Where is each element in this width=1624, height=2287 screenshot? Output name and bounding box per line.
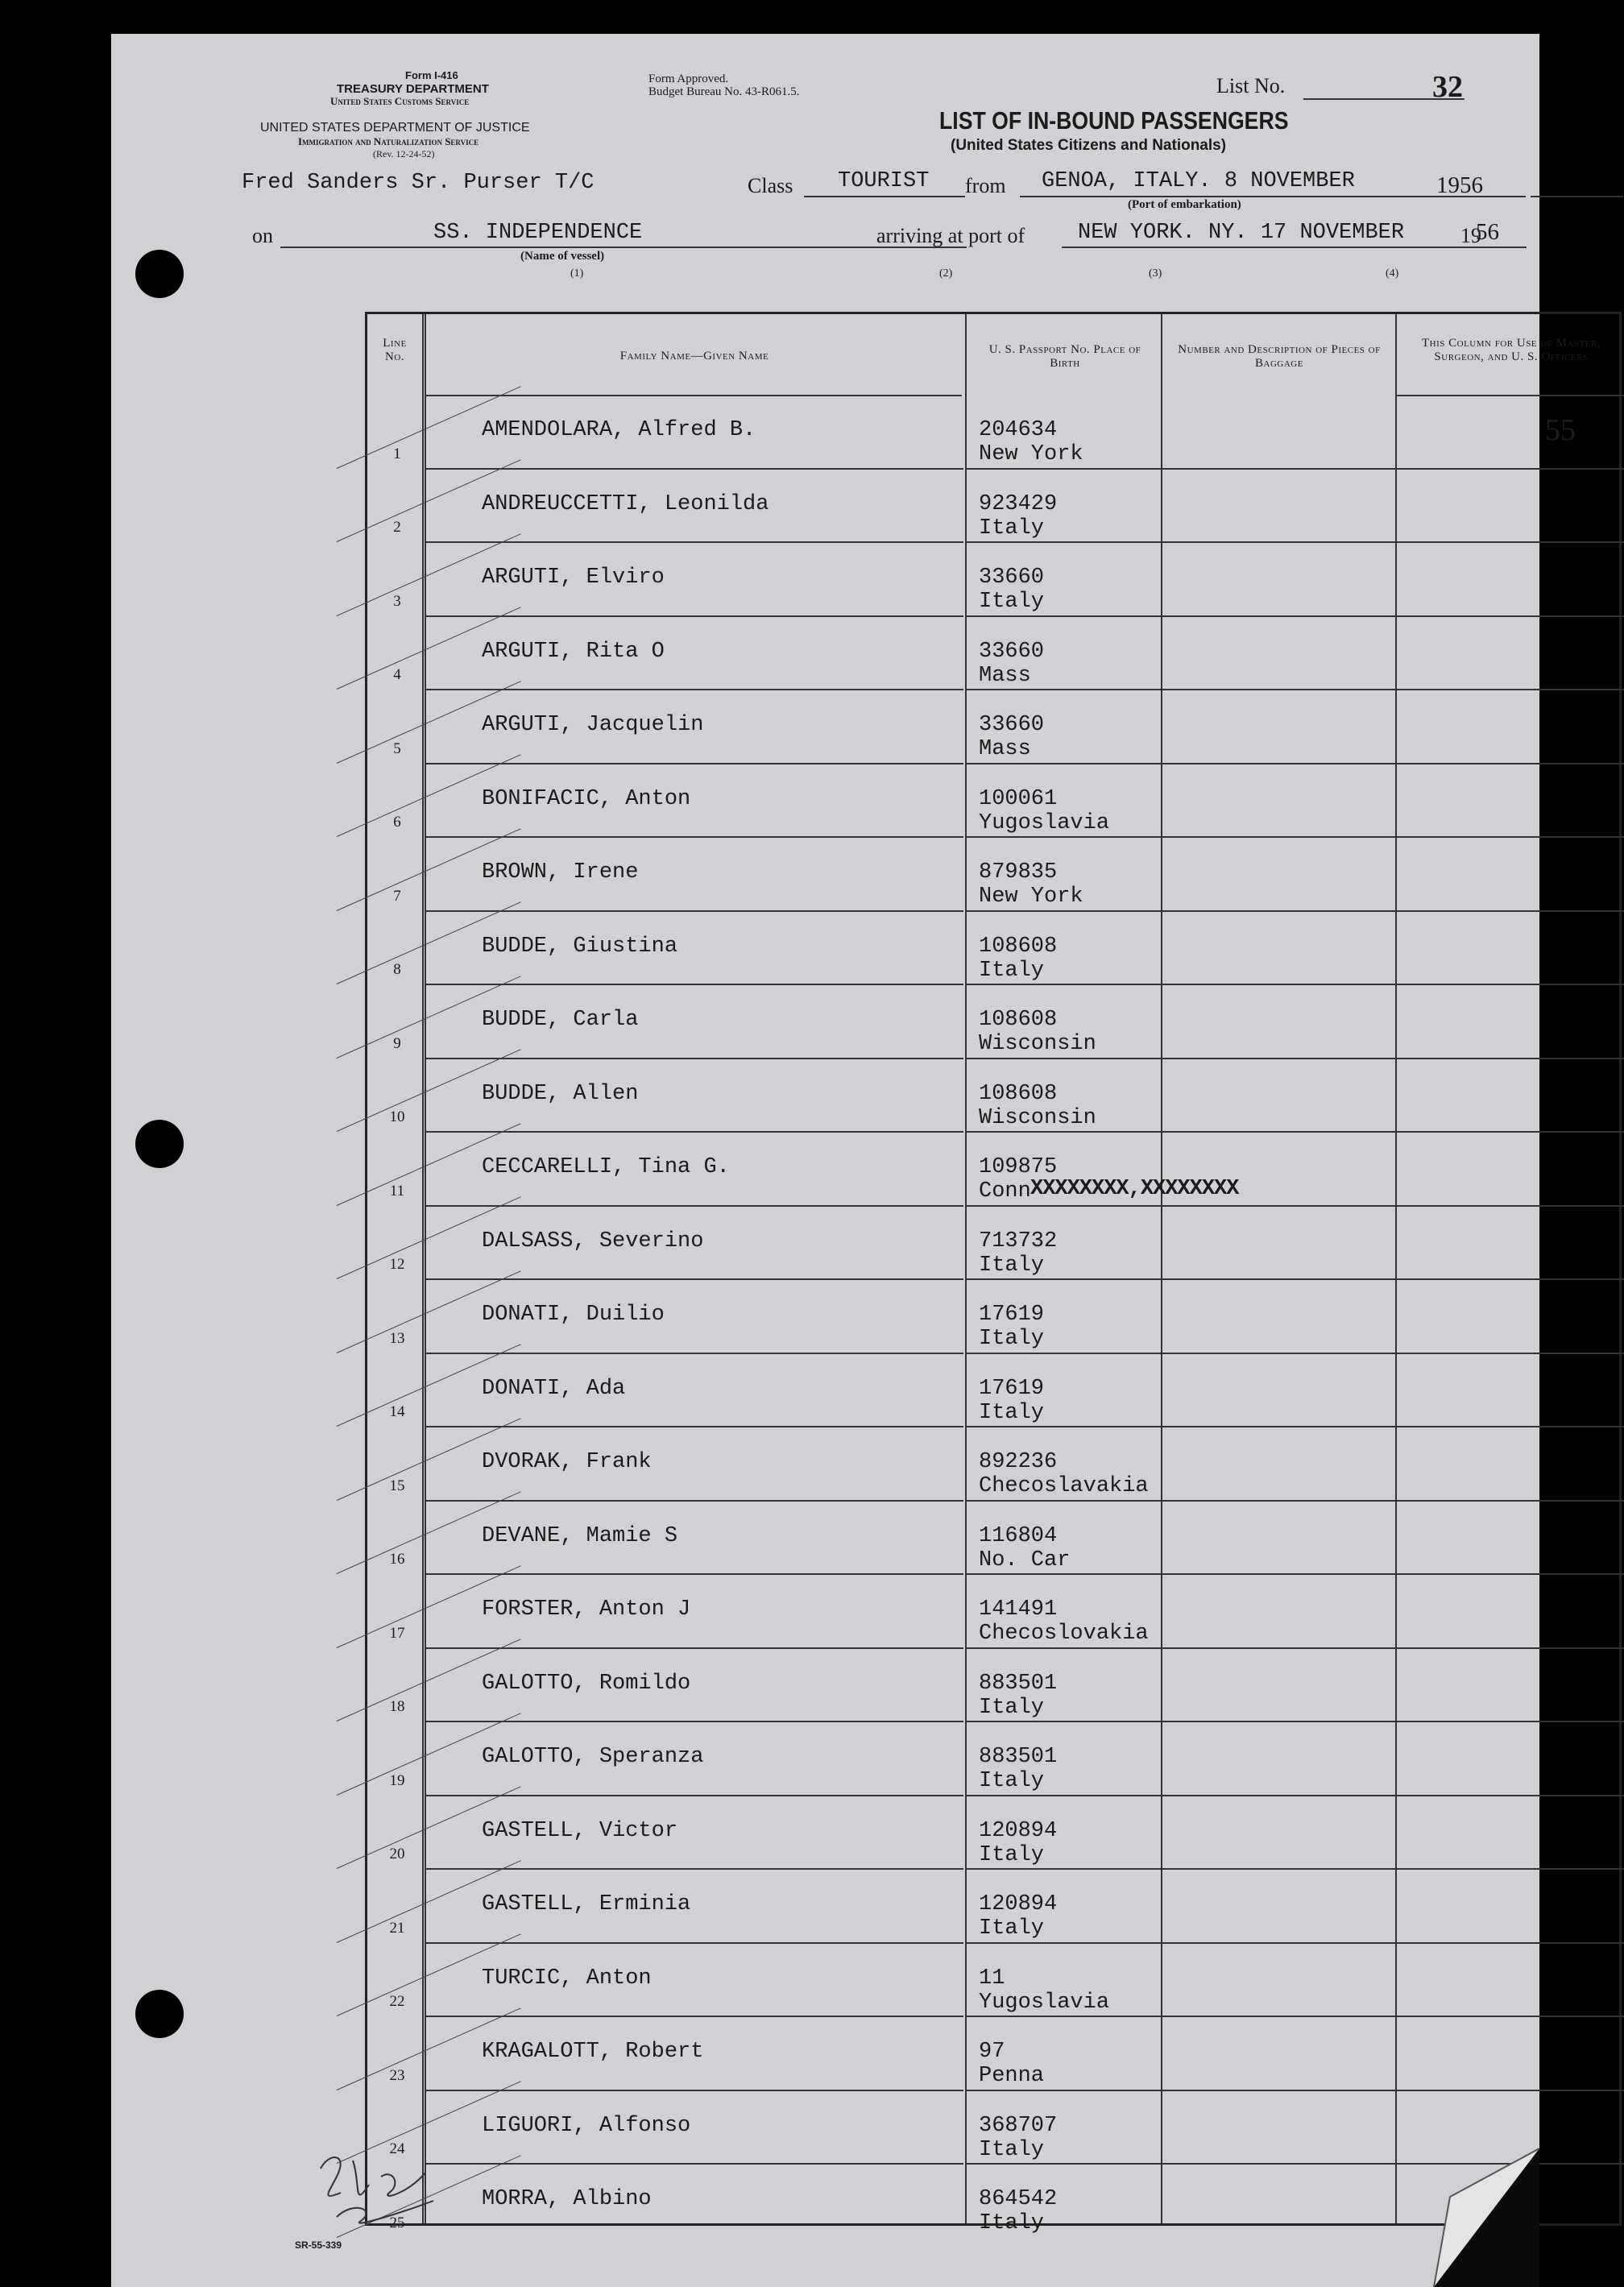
passenger-name: GALOTTO, Romildo — [482, 1671, 691, 1696]
passport-cell — [979, 1819, 1057, 1867]
line-number: 8 — [393, 961, 401, 978]
officer-note: 55 — [1545, 413, 1576, 447]
place-of-birth: Checoslavakia — [979, 1474, 1149, 1498]
punch-hole-middle — [135, 1120, 184, 1168]
passenger-name: DONATI, Ada — [482, 1376, 626, 1401]
table-row — [367, 617, 1619, 691]
passport-number: 108608 — [979, 934, 1058, 959]
line-number: 12 — [389, 1256, 405, 1273]
place-of-birth: Yugoslavia — [979, 810, 1110, 835]
passport-cell — [979, 1303, 1044, 1351]
passport-cell — [979, 860, 1083, 909]
on-label: on — [252, 224, 273, 247]
passport-number: 100061 — [979, 786, 1058, 811]
table-row — [367, 1649, 1619, 1723]
passenger-name: LIGUORI, Alfonso — [482, 2113, 691, 2138]
passenger-name: ANDREUCCETTI, Leonilda — [482, 491, 769, 516]
passport-number: 33660 — [979, 713, 1045, 737]
place-of-birth: Wisconsin — [979, 1105, 1096, 1130]
approval-line1: Form Approved. — [648, 73, 729, 85]
from-label: from — [965, 174, 1006, 197]
table-row — [367, 543, 1619, 617]
punch-hole-bottom — [135, 1990, 184, 2038]
table-row — [367, 470, 1619, 544]
list-no-underline — [1303, 98, 1464, 100]
passport-number: 368707 — [979, 2113, 1058, 2138]
table-row — [367, 1722, 1619, 1796]
passport-number: 108608 — [979, 1081, 1058, 1106]
passport-cell — [979, 640, 1044, 688]
passport-number: 141491 — [979, 1597, 1058, 1622]
vessel-caption: (Name of vessel) — [520, 250, 605, 263]
table-row — [367, 1427, 1619, 1502]
line-number: 10 — [389, 1108, 405, 1125]
line-number: 7 — [393, 887, 401, 905]
passenger-name: ARGUTI, Rita O — [482, 639, 665, 664]
passport-cell — [979, 2040, 1044, 2088]
table-row — [367, 1133, 1619, 1207]
place-of-birth: Penna — [979, 2064, 1045, 2088]
passenger-name: DALSASS, Severino — [482, 1228, 704, 1253]
table-row — [367, 1059, 1619, 1133]
passenger-name: FORSTER, Anton J — [482, 1597, 691, 1622]
header-name: Family Name—Given Name — [619, 350, 769, 363]
dept-line3: UNITED STATES DEPARTMENT OF JUSTICE — [260, 121, 530, 135]
passenger-name: GALOTTO, Speranza — [482, 1745, 704, 1769]
from-year-underline — [1531, 196, 1623, 197]
passenger-name: BROWN, Irene — [482, 860, 639, 885]
line-number: 3 — [393, 592, 401, 610]
passport-number: 120894 — [979, 1818, 1058, 1843]
passport-number: 923429 — [979, 491, 1058, 516]
folded-corner — [1434, 2148, 1539, 2287]
table-row — [367, 838, 1619, 912]
passport-cell — [979, 492, 1057, 541]
passport-cell — [979, 1229, 1057, 1278]
table-row — [367, 2091, 1619, 2165]
passport-cell — [979, 1672, 1057, 1720]
table-row — [367, 985, 1619, 1059]
line-number: 9 — [393, 1034, 401, 1052]
line-number: 24 — [389, 2140, 405, 2157]
passenger-name: BUDDE, Carla — [482, 1008, 639, 1032]
passport-number: 204634 — [979, 418, 1058, 442]
passenger-name: GASTELL, Erminia — [482, 1892, 691, 1916]
table-row — [367, 912, 1619, 986]
header-line-no: Line No. — [383, 337, 407, 363]
from-value: GENOA, ITALY. 8 NOVEMBER — [1042, 169, 1355, 193]
table-row — [367, 1575, 1619, 1649]
line-number: 5 — [393, 740, 401, 757]
passenger-name: ARGUTI, Jacquelin — [482, 713, 704, 737]
header-officers: This Column for Use of Master, Surgeon, and U. S. Officers — [1421, 337, 1601, 363]
passport-cell — [979, 1450, 1149, 1498]
line-number: 11 — [389, 1182, 405, 1199]
table-row — [367, 764, 1619, 839]
table-row — [367, 1280, 1619, 1354]
punch-hole-top — [135, 250, 184, 298]
line-number: 23 — [389, 2066, 405, 2084]
passenger-name: BUDDE, Giustina — [482, 934, 678, 959]
passport-cell — [979, 1008, 1096, 1056]
passport-cell — [979, 1377, 1044, 1425]
place-of-birth: Italy — [979, 958, 1045, 983]
approval-line2: Budget Bureau No. 43-R061.5. — [648, 85, 800, 98]
table-row — [367, 1870, 1619, 1944]
col1-number: (1) — [570, 267, 584, 280]
passport-number: 11 — [979, 1966, 1005, 1991]
form-number: Form I-416 — [405, 69, 458, 81]
table-row — [367, 2017, 1619, 2091]
passport-number: 33660 — [979, 566, 1045, 590]
passenger-name: GASTELL, Victor — [482, 1818, 678, 1843]
place-of-birth: Italy — [979, 1695, 1045, 1720]
vessel-underline — [280, 247, 967, 248]
passport-cell — [979, 713, 1044, 761]
passport-cell — [979, 418, 1083, 466]
passenger-name: TURCIC, Anton — [482, 1966, 652, 1991]
table-row — [367, 690, 1619, 764]
line-number: 15 — [389, 1477, 405, 1494]
place-of-birth: Italy — [979, 1327, 1045, 1351]
revision: (Rev. 12-24-52) — [373, 148, 435, 160]
table-row — [367, 1207, 1619, 1281]
line-number: 19 — [389, 1771, 405, 1789]
arriving-label: arriving at port of — [876, 224, 1025, 247]
port-embark-caption: (Port of embarkation) — [1128, 198, 1241, 211]
passenger-table — [365, 312, 1622, 2235]
table-row — [367, 1796, 1619, 1871]
place-of-birth: Italy — [979, 1769, 1045, 1793]
place-of-birth: Wisconsin — [979, 1032, 1096, 1056]
passenger-name: MORRA, Albino — [482, 2187, 652, 2211]
dept-line1: TREASURY DEPARTMENT — [337, 82, 489, 96]
passenger-name: BUDDE, Allen — [482, 1081, 639, 1106]
passenger-name: DEVANE, Mamie S — [482, 1523, 678, 1548]
passport-cell — [979, 566, 1044, 614]
arrival-year-underline — [1487, 247, 1527, 248]
document-sheet — [111, 34, 1601, 2287]
place-of-birth: Italy — [979, 590, 1045, 614]
row-11-overtype: XXXXXXXX,XXXXXXXX — [1030, 1177, 1239, 1201]
place-of-birth: Italy — [979, 2211, 1045, 2235]
place-of-birth: Italy — [979, 1400, 1045, 1425]
dept-line2: United States Customs Service — [330, 95, 470, 107]
passenger-name: AMENDOLARA, Alfred B. — [482, 418, 756, 442]
col4-number: (4) — [1386, 267, 1399, 280]
table-row — [367, 1502, 1619, 1576]
table-row — [367, 2165, 1619, 2239]
officer-name: Fred Sanders Sr. Purser T/C — [242, 171, 594, 195]
passport-number: 109875 — [979, 1155, 1058, 1179]
passport-number: 864542 — [979, 2187, 1058, 2211]
passport-cell — [979, 1892, 1057, 1941]
line-number: 4 — [393, 666, 401, 683]
place-of-birth: Italy — [979, 1916, 1045, 1941]
line-number: 6 — [393, 814, 401, 831]
passport-cell — [979, 1966, 1109, 2015]
passport-cell — [979, 787, 1109, 835]
line-number: 13 — [389, 1329, 405, 1347]
passport-number: 116804 — [979, 1523, 1058, 1548]
passport-cell — [979, 1524, 1070, 1572]
line-number: 16 — [389, 1551, 405, 1568]
passport-cell — [979, 934, 1057, 983]
passport-number: 108608 — [979, 1008, 1058, 1032]
passport-number: 120894 — [979, 1892, 1058, 1916]
place-of-birth: Yugoslavia — [979, 1990, 1110, 2015]
place-of-birth: Italy — [979, 2137, 1045, 2162]
place-of-birth: Mass — [979, 737, 1031, 761]
form-subtitle: (United States Citizens and Nationals) — [951, 137, 1227, 154]
passport-number: 17619 — [979, 1376, 1045, 1401]
passport-cell — [979, 2114, 1057, 2162]
footer-code: SR-55-339 — [295, 2239, 342, 2251]
line-number: 17 — [389, 1624, 405, 1642]
class-underline — [804, 196, 965, 197]
passenger-name: DONATI, Duilio — [482, 1303, 665, 1327]
passport-number: 879835 — [979, 860, 1058, 885]
line-number: 20 — [389, 1846, 405, 1862]
col2-number: (2) — [939, 267, 953, 280]
line-number: 22 — [389, 1993, 405, 2010]
arrival-year-prefix: 19 — [1460, 224, 1481, 247]
passport-number: 713732 — [979, 1228, 1058, 1253]
form-title: LIST OF IN-BOUND PASSENGERS — [939, 106, 1289, 135]
line-number: 25 — [389, 2214, 405, 2231]
arrival-value: NEW YORK. NY. 17 NOVEMBER — [1078, 221, 1405, 245]
arrival-year-suffix: 56 — [1476, 219, 1499, 245]
passport-cell — [979, 1745, 1057, 1793]
passenger-name: DVORAK, Frank — [482, 1450, 652, 1474]
passport-number: 883501 — [979, 1745, 1058, 1769]
passenger-name: CECCARELLI, Tina G. — [482, 1155, 730, 1179]
passenger-name: KRAGALOTT, Robert — [482, 2040, 704, 2064]
line-number: 14 — [389, 1403, 405, 1420]
handwritten-signature — [304, 2144, 466, 2233]
place-of-birth: Checoslovakia — [979, 1622, 1149, 1646]
passport-number: 883501 — [979, 1671, 1058, 1696]
place-of-birth: Conn — [979, 1179, 1031, 1204]
from-year: 1956 — [1436, 172, 1483, 198]
passport-cell — [979, 1597, 1149, 1646]
place-of-birth: Italy — [979, 1842, 1045, 1867]
header-baggage: Number and Description of Pieces of Baggage — [1178, 343, 1381, 370]
arrival-underline — [1062, 247, 1521, 248]
passport-number: 33660 — [979, 639, 1045, 664]
passenger-name: BONIFACIC, Anton — [482, 786, 691, 811]
place-of-birth: Italy — [979, 1253, 1045, 1278]
line-number: 18 — [389, 1698, 405, 1715]
class-value: TOURIST — [838, 169, 930, 193]
class-label: Class — [748, 174, 793, 197]
place-of-birth: Italy — [979, 516, 1045, 541]
list-no-label: List No. — [1216, 74, 1286, 97]
col3-number: (3) — [1149, 267, 1162, 280]
header-passport: U. S. Passport No. Place of Birth — [988, 343, 1141, 370]
table-row — [367, 1354, 1619, 1428]
place-of-birth: Mass — [979, 663, 1031, 688]
dept-line4: Immigration and Naturalization Service — [298, 135, 479, 147]
passenger-name: ARGUTI, Elviro — [482, 566, 665, 590]
line-number: 1 — [393, 445, 401, 462]
line-number: 21 — [389, 1919, 405, 1937]
place-of-birth: New York — [979, 442, 1083, 466]
vessel-name: SS. INDEPENDENCE — [433, 221, 643, 245]
passport-cell — [979, 2187, 1057, 2235]
list-no-value: 32 — [1432, 70, 1463, 104]
table-row — [367, 1944, 1619, 2018]
table-row — [367, 396, 1619, 470]
passport-number: 17619 — [979, 1303, 1045, 1327]
passport-number: 97 — [979, 2040, 1005, 2064]
place-of-birth: New York — [979, 885, 1083, 909]
passport-cell — [979, 1082, 1096, 1130]
line-number: 2 — [393, 519, 401, 536]
place-of-birth: No. Car — [979, 1547, 1071, 1572]
passport-number: 892236 — [979, 1450, 1058, 1474]
